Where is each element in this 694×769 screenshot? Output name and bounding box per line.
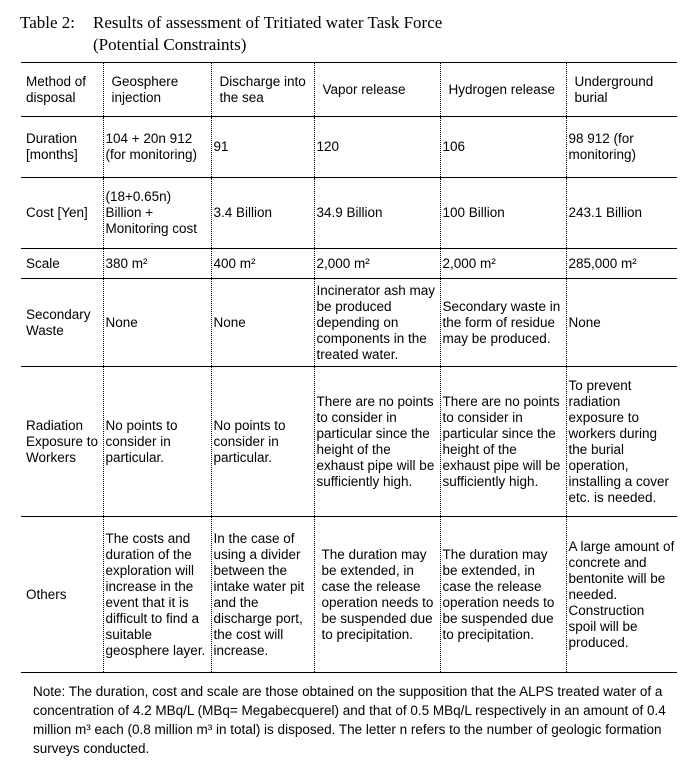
table-cell: 104 + 20n 912 (for monitoring) — [103, 117, 211, 178]
table-cell: The costs and duration of the exploration will increase in the event that it is difficult to find a suitable geosphere layer. — [103, 517, 211, 673]
table-row — [21, 249, 677, 279]
table-row — [21, 517, 677, 673]
row-label: Others — [26, 586, 67, 602]
header-cell: Discharge into the sea — [211, 63, 314, 117]
table-cell: None — [103, 279, 211, 367]
table-note: Note: The duration, cost and scale are those obtained on the supposition that the ALPS treated water of a concentration of 4.2 MBq/L (MBq= Megabecquerel) and that of 0.5 MBq/L respectively in an amount of 0.4 million m³ each (0.8 million m³ in total) is disposed. The letter n refers to the number of geologic formation surveys conducted. — [33, 684, 666, 756]
header-cell: Underground burial — [566, 63, 677, 117]
table-cell: The duration may be extended, in case the release operation needs to be suspended due to precipitation. — [314, 517, 440, 673]
table-cell: 380 m² — [103, 249, 211, 279]
table-cell: 400 m² — [211, 249, 314, 279]
table-cell: None — [566, 279, 677, 367]
header-cell: Geosphere injection — [103, 63, 211, 117]
header-row — [21, 63, 677, 117]
row-label: Duration [months] — [26, 131, 78, 162]
row-label: Radiation Exposure to Workers — [26, 417, 99, 465]
table-cell: Incinerator ash may be produced depending on components in the treated water. — [314, 279, 440, 367]
table-cell: 91 — [211, 117, 314, 178]
table-cell: There are no points to consider in particular since the height of the exhaust pipe will be sufficiently high. — [440, 367, 566, 517]
table-cell: 285,000 m² — [566, 249, 677, 279]
table-row — [21, 178, 677, 249]
table-cell: To prevent radiation exposure to workers during the burial operation, installing a cover etc. is needed. — [566, 367, 677, 517]
table-row — [21, 279, 677, 367]
table-cell: In the case of using a divider between the intake water pit and the discharge port, the cost will increase. — [211, 517, 314, 673]
table-cell: 243.1 Billion — [566, 178, 677, 249]
constraints-table — [21, 62, 677, 673]
header-cell: Hydrogen release — [440, 63, 566, 117]
table-cell: The duration may be extended, in case the release operation needs to be suspended due to precipitation. — [440, 517, 566, 673]
header-cell: Method of disposal — [26, 73, 87, 105]
table-cell: 2,000 m² — [440, 249, 566, 279]
table-cell: 3.4 Billion — [211, 178, 314, 249]
table-cell: 120 — [314, 117, 440, 178]
row-label: Scale — [26, 255, 60, 271]
table-cell: No points to consider in particular. — [211, 367, 314, 517]
header-cell: Vapor release — [314, 63, 440, 117]
table-cell: Secondary waste in the form of residue may be produced. — [440, 279, 566, 367]
caption-subtitle: (Potential Constraints) — [93, 35, 247, 54]
table-cell: 100 Billion — [440, 178, 566, 249]
row-label: Secondary Waste — [26, 306, 91, 338]
table-cell: A large amount of concrete and bentonite will be needed. Construction spoil will be produced. — [566, 517, 677, 673]
table-cell: None — [211, 279, 314, 367]
row-label: Cost [Yen] — [26, 205, 88, 220]
table-cell: 106 — [440, 117, 566, 178]
table-cell: 34.9 Billion — [314, 178, 440, 249]
table-cell: 98 912 (for monitoring) — [566, 117, 677, 178]
table-row — [21, 367, 677, 517]
table-row — [21, 117, 677, 178]
table-cell: There are no points to consider in particular since the height of the exhaust pipe will be sufficiently high. — [314, 367, 440, 517]
caption-title: Results of assessment of Tritiated water Task Force — [93, 13, 443, 32]
table-cell: 2,000 m² — [314, 249, 440, 279]
table-cell: No points to consider in particular. — [103, 367, 211, 517]
table-cell: (18+0.65n) Billion + Monitoring cost — [103, 178, 211, 249]
caption-label: Table 2: — [20, 13, 75, 32]
table-caption — [20, 12, 442, 56]
